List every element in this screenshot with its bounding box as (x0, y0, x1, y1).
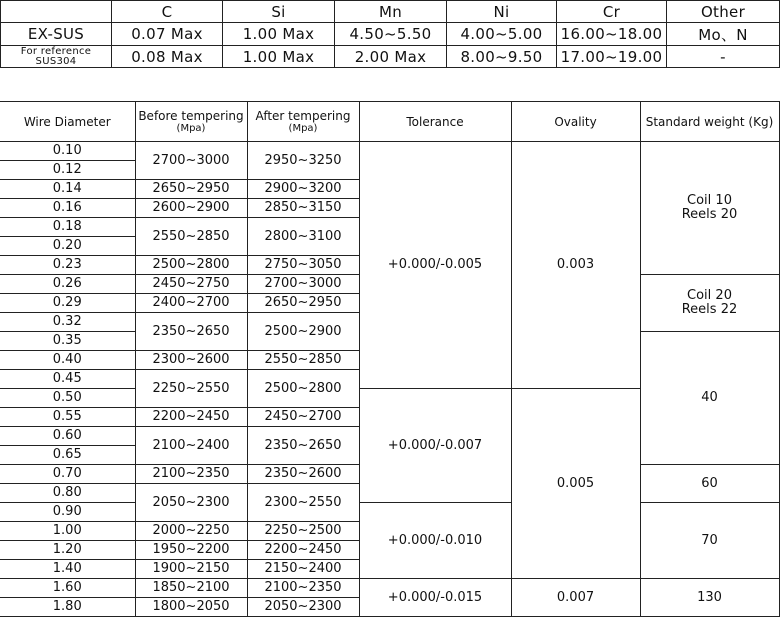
after-tempering-cell: 2750~3050 (247, 256, 359, 275)
composition-table (0, 0, 780, 68)
after-tempering-cell: 2800~3100 (247, 218, 359, 256)
diameter-cell: 1.00 (0, 522, 135, 541)
header-cell-mn: Mn (335, 1, 447, 23)
diameter-cell: 0.18 (0, 218, 135, 237)
reference-note: For reference (20, 45, 92, 57)
before-tempering-cell: 2550~2850 (135, 218, 247, 256)
value-ni: 4.00~5.00 (447, 23, 557, 46)
value-si: 1.00 Max (223, 23, 335, 46)
weight-cell: 130 (640, 579, 779, 617)
diameter-cell: 0.20 (0, 237, 135, 256)
before-tempering-cell: 2050~2300 (135, 484, 247, 522)
before-tempering-cell: 1950~2200 (135, 541, 247, 560)
diameter-cell: 1.40 (0, 560, 135, 579)
wire-spec-table (0, 101, 780, 617)
after-tempering-cell: 2850~3150 (247, 199, 359, 218)
diameter-cell: 0.45 (0, 370, 135, 389)
value-other: Mo、N (667, 23, 780, 46)
after-tempering-cell: 2050~2300 (247, 598, 359, 617)
header-standard-weight: Standard weight (Kg) (640, 102, 779, 142)
before-tempering-cell: 2500~2800 (135, 256, 247, 275)
after-tempering-cell: 2950~3250 (247, 142, 359, 180)
value-ni: 8.00~9.50 (447, 46, 557, 68)
weight-coil: Coil 10 (687, 193, 732, 208)
value-other: - (667, 46, 780, 68)
header-after-tempering (247, 102, 359, 142)
after-tempering-cell: 2200~2450 (247, 541, 359, 560)
diameter-cell: 0.60 (0, 427, 135, 446)
diameter-cell: 0.12 (0, 161, 135, 180)
value-mn: 2.00 Max (335, 46, 447, 68)
after-tempering-cell: 2350~2600 (247, 465, 359, 484)
tolerance-cell: +0.000/-0.010 (359, 503, 511, 579)
weight-cell: 60 (640, 465, 779, 503)
weight-cell: 70 (640, 503, 779, 579)
weight-reels: Reels 20 (681, 207, 738, 222)
header-before-label: Before tempering (138, 108, 244, 123)
after-tempering-cell: 2100~2350 (247, 579, 359, 598)
before-tempering-cell: 2300~2600 (135, 351, 247, 370)
before-tempering-cell: 2450~2750 (135, 275, 247, 294)
after-tempering-cell: 2350~2650 (247, 427, 359, 465)
weight-cell (640, 142, 779, 275)
diameter-cell: 0.10 (0, 142, 135, 161)
diameter-cell: 0.80 (0, 484, 135, 503)
after-tempering-cell: 2550~2850 (247, 351, 359, 370)
header-after-unit: (Mpa) (288, 122, 318, 134)
diameter-cell: 0.32 (0, 313, 135, 332)
before-tempering-cell: 2350~2650 (135, 313, 247, 351)
after-tempering-cell: 2500~2800 (247, 370, 359, 408)
after-tempering-cell: 2900~3200 (247, 180, 359, 199)
header-cell-cr: Cr (557, 1, 667, 23)
table-row (0, 142, 779, 161)
diameter-cell: 0.29 (0, 294, 135, 313)
before-tempering-cell: 1850~2100 (135, 579, 247, 598)
before-tempering-cell: 2600~2900 (135, 199, 247, 218)
after-tempering-cell: 2500~2900 (247, 313, 359, 351)
wire-header-row (0, 102, 779, 142)
value-c: 0.08 Max (112, 46, 223, 68)
before-tempering-cell: 2000~2250 (135, 522, 247, 541)
before-tempering-cell: 2200~2450 (135, 408, 247, 427)
ovality-cell: 0.003 (511, 142, 640, 389)
before-tempering-cell: 1800~2050 (135, 598, 247, 617)
after-tempering-cell: 2250~2500 (247, 522, 359, 541)
diameter-cell: 0.16 (0, 199, 135, 218)
tolerance-cell: +0.000/-0.015 (359, 579, 511, 617)
header-before-unit: (Mpa) (176, 122, 206, 134)
before-tempering-cell: 1900~2150 (135, 560, 247, 579)
grade-label (1, 46, 112, 68)
header-cell-si: Si (223, 1, 335, 23)
value-mn: 4.50~5.50 (335, 23, 447, 46)
reference-grade: SUS304 (35, 55, 77, 67)
grade-label: EX-SUS (1, 23, 112, 46)
diameter-cell: 0.14 (0, 180, 135, 199)
diameter-cell: 0.40 (0, 351, 135, 370)
diameter-cell: 0.65 (0, 446, 135, 465)
header-cell-other: Other (667, 1, 780, 23)
after-tempering-cell: 2300~2550 (247, 484, 359, 522)
ovality-cell: 0.007 (511, 579, 640, 617)
table-row (0, 579, 779, 598)
composition-row-ex-sus (1, 23, 780, 46)
table-row (0, 503, 779, 522)
tolerance-cell: +0.000/-0.005 (359, 142, 511, 389)
header-cell-blank (1, 1, 112, 23)
before-tempering-cell: 2100~2350 (135, 465, 247, 484)
diameter-cell: 0.35 (0, 332, 135, 351)
diameter-cell: 1.20 (0, 541, 135, 560)
header-wire-diameter: Wire Diameter (0, 102, 135, 142)
diameter-cell: 1.60 (0, 579, 135, 598)
after-tempering-cell: 2650~2950 (247, 294, 359, 313)
before-tempering-cell: 2250~2550 (135, 370, 247, 408)
diameter-cell: 0.23 (0, 256, 135, 275)
diameter-cell: 0.55 (0, 408, 135, 427)
tolerance-cell: +0.000/-0.007 (359, 389, 511, 503)
header-cell-ni: Ni (447, 1, 557, 23)
diameter-cell: 0.26 (0, 275, 135, 294)
before-tempering-cell: 2650~2950 (135, 180, 247, 199)
diameter-cell: 0.90 (0, 503, 135, 522)
composition-header-row (1, 1, 780, 23)
before-tempering-cell: 2700~3000 (135, 142, 247, 180)
header-tolerance: Tolerance (359, 102, 511, 142)
composition-row-sus304 (1, 46, 780, 68)
after-tempering-cell: 2700~3000 (247, 275, 359, 294)
before-tempering-cell: 2100~2400 (135, 427, 247, 465)
weight-coil: Coil 20 (687, 288, 732, 303)
header-ovality: Ovality (511, 102, 640, 142)
diameter-cell: 0.50 (0, 389, 135, 408)
value-c: 0.07 Max (112, 23, 223, 46)
diameter-cell: 0.70 (0, 465, 135, 484)
header-before-tempering (135, 102, 247, 142)
header-cell-c: C (112, 1, 223, 23)
header-after-label: After tempering (255, 108, 351, 123)
after-tempering-cell: 2450~2700 (247, 408, 359, 427)
value-cr: 17.00~19.00 (557, 46, 667, 68)
weight-cell: 40 (640, 332, 779, 465)
weight-cell (640, 275, 779, 332)
value-cr: 16.00~18.00 (557, 23, 667, 46)
value-si: 1.00 Max (223, 46, 335, 68)
ovality-cell: 0.005 (511, 389, 640, 579)
after-tempering-cell: 2150~2400 (247, 560, 359, 579)
weight-reels: Reels 22 (681, 302, 738, 317)
before-tempering-cell: 2400~2700 (135, 294, 247, 313)
diameter-cell: 1.80 (0, 598, 135, 617)
